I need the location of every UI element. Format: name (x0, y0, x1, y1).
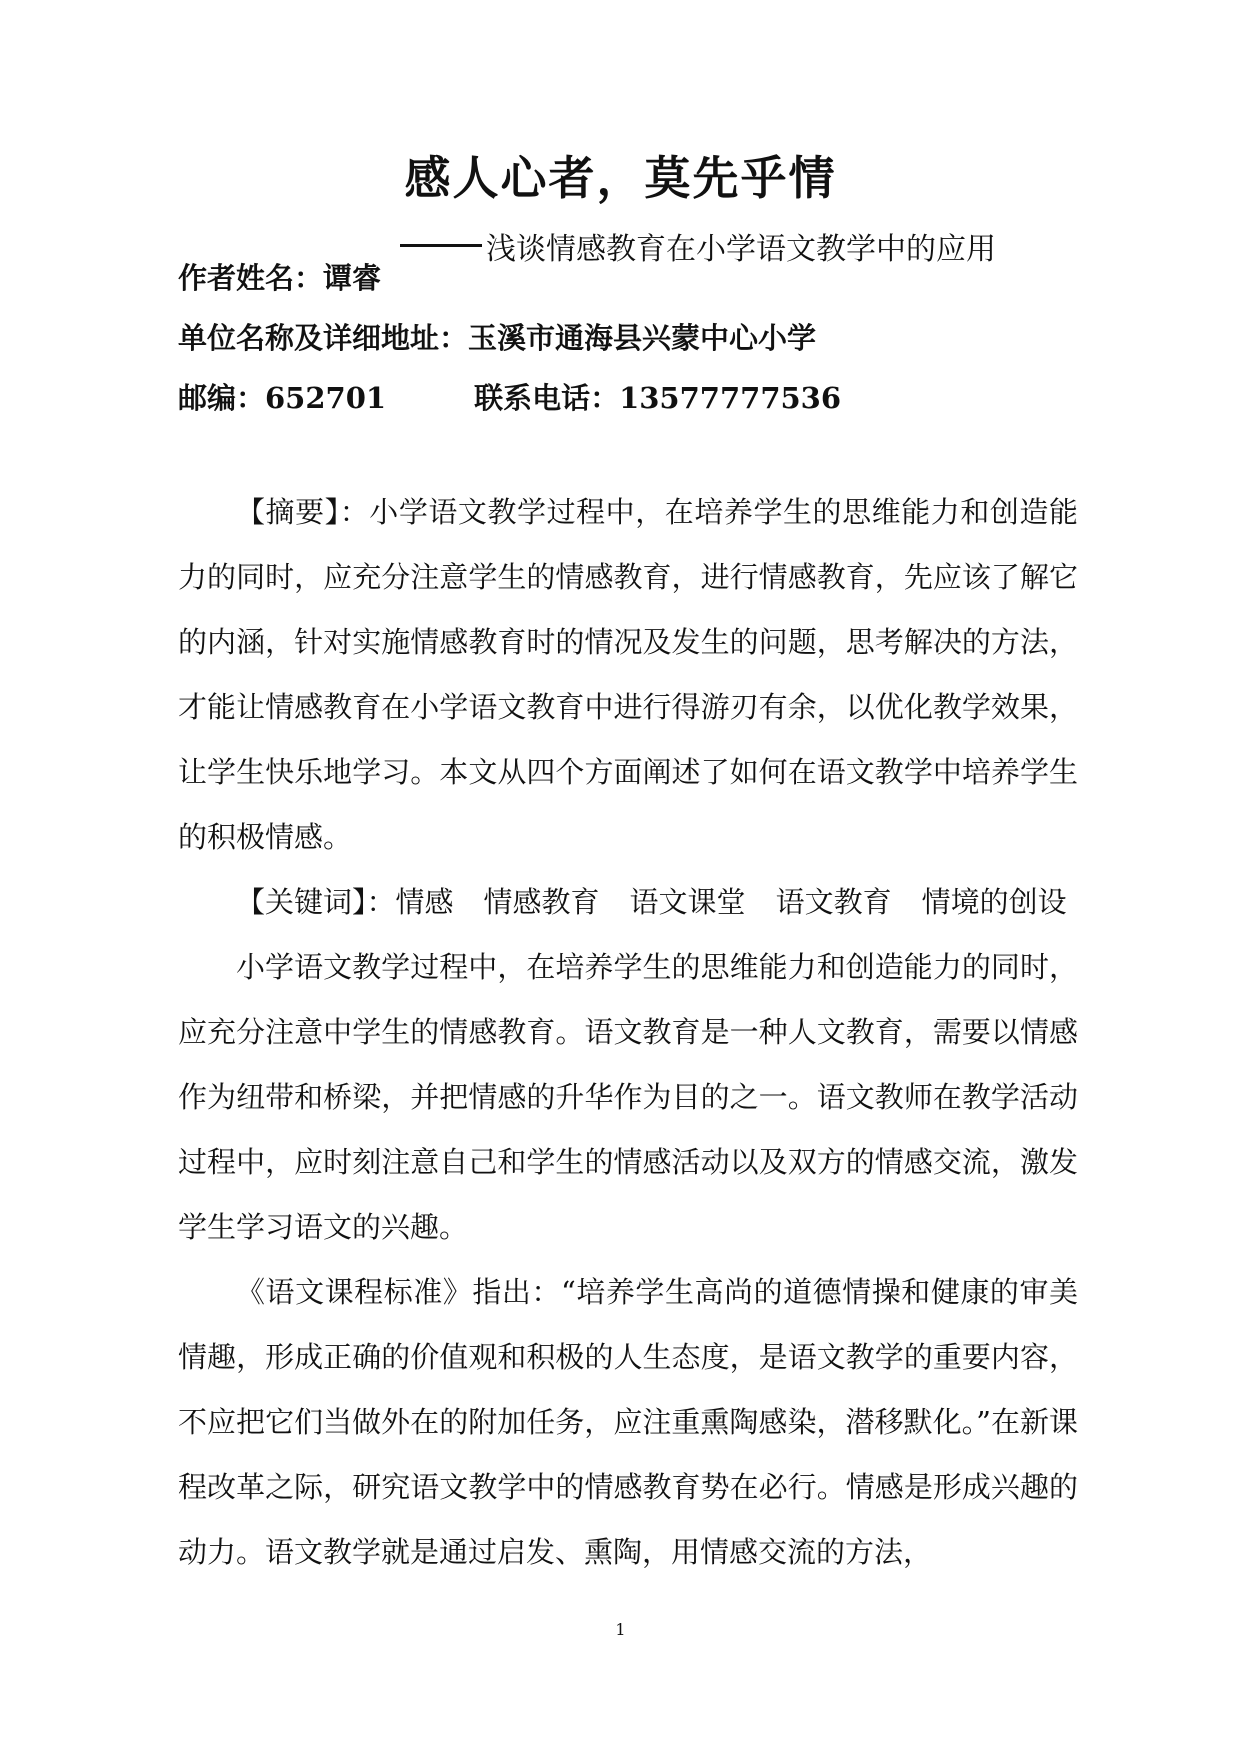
body-paragraph: 小学语文教学过程中，在培养学生的思维能力和创造能力的同时，应充分注意中学生的情感教育。语文教育是一种人文教育，需要以情感作为纽带和桥梁，并把情感的升华作为目的之一。语文教师在教学活动过程中，应时刻注意自己和学生的情感活动以及双方的情感交流，激发学生学习语文的兴趣。 (178, 950, 1078, 1244)
abstract-text: 小学语文教学过程中，在培养学生的思维能力和创造能力的同时，应充分注意学生的情感教育，进行情感教育，先应该了解它的内涵，针对实施情感教育时的情况及发生的问题，思考解决的方法，才能让情感教育在小学语文教育中进行得游刃有余，以优化教学效果，让学生快乐地学习。本文从四个方面阐述了如何在语文教学中培养学生的积极情感。 (178, 495, 1078, 854)
document-title: 感人心者，莫先乎情 (404, 151, 837, 205)
em-dash-line (400, 244, 482, 247)
abstract-label: 【摘要】： (236, 495, 370, 529)
keyword: 语文教育 (775, 885, 892, 919)
keyword: 语文课堂 (629, 885, 746, 919)
keyword: 情感 (395, 885, 454, 919)
author-line: 作者姓名：谭睿 (178, 261, 382, 295)
keyword: 情境的创设 (921, 885, 1067, 919)
phone: 联系电话：13577777536 (474, 381, 842, 415)
contact-line (178, 378, 841, 418)
page-number: 1 (615, 1620, 626, 1639)
document-body (178, 480, 1078, 1585)
keywords-label: 【关键词】： (236, 885, 396, 919)
postcode: 邮编：652701 (178, 381, 387, 415)
keyword: 情感教育 (483, 885, 600, 919)
unit-line: 单位名称及详细地址：玉溪市通海县兴蒙中心小学 (178, 321, 817, 355)
document-subtitle (400, 228, 1200, 272)
keywords-paragraph (178, 870, 1078, 935)
subtitle-text: 浅谈情感教育在小学语文教学中的应用 (486, 232, 996, 267)
abstract-paragraph (178, 480, 1078, 870)
body-paragraph: 《语文课程标准》指出：“培养学生高尚的道德情操和健康的审美情趣，形成正确的价值观和积极的人生态度，是语文教学的重要内容，不应把它们当做外在的附加任务，应注重熏陶感染，潜移默化。”在新课程改革之际，研究语文教学中的情感教育势在必行。情感是形成兴趣的动力。语文教学就是通过启发、熏陶，用情感交流的方法， (178, 1275, 1078, 1569)
